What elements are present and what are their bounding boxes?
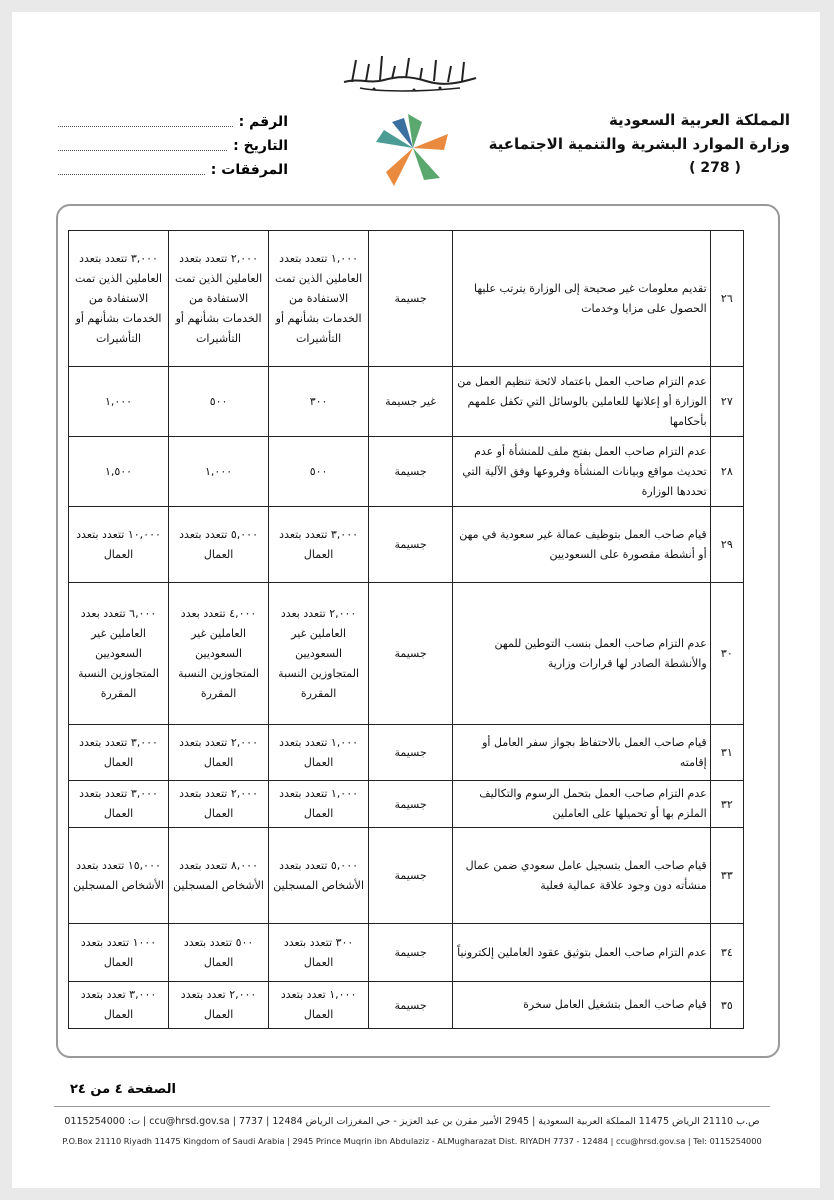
violation-severity: جسيمة [369, 828, 453, 924]
table-row [69, 231, 744, 367]
date-field[interactable] [58, 134, 227, 151]
table-row [69, 437, 744, 507]
fine-second: ٢,٠٠٠ تتعدد بتعدد العمال [169, 725, 269, 781]
footer-address-english: P.O.Box 21110 Riyadh 11475 Kingdom of Saudi Arabia | 2945 Prince Muqrin ibn Abdulaziz - ALMugharazat Dist. RIYADH 7737 - 12484 | ccu@hrsd.gov.sa | Tel: 0115254000 [62, 1136, 762, 1146]
fine-first: ٥,٠٠٠ تتعدد بتعدد الأشخاص المسجلين [269, 828, 369, 924]
fine-third: ١٠,٠٠٠ تتعدد بتعدد العمال [69, 507, 169, 583]
fine-first: ١,٠٠٠ تعدد بتعدد العمال [269, 982, 369, 1029]
violation-description: قيام صاحب العمل بتسجيل عامل سعودي ضمن عمال منشأته دون وجود علاقة عمالية فعلية [452, 828, 710, 924]
fine-second: ٢,٠٠٠ تعدد بتعدد العمال [169, 982, 269, 1029]
fine-third: ١٥,٠٠٠ تتعدد بتعدد الأشخاص المسجلين [69, 828, 169, 924]
violation-severity: غير جسيمة [369, 367, 453, 437]
table-row [69, 367, 744, 437]
violation-severity: جسيمة [369, 781, 453, 828]
footer-address-arabic: ص.ب 21110 الرياض 11475 المملكة العربية السعودية | 2945 الأمير مقرن بن عبد العزيز - حي المغرزات الرياض 12484 | 7737 | ccu@hrsd.gov.sa | ت: 0115254000 [64, 1116, 760, 1127]
fine-first: ١,٠٠٠ تتعدد بتعدد العمال [269, 781, 369, 828]
fine-first: ٣٠٠ تتعدد بتعدد العمال [269, 924, 369, 982]
fine-second: ٥,٠٠٠ تتعدد بتعدد العمال [169, 507, 269, 583]
fine-second: ٥٠٠ تتعدد بتعدد العمال [169, 924, 269, 982]
fine-third: ٣,٠٠٠ تعدد بتعدد العمال [69, 982, 169, 1029]
fine-third: ١٠٠٠ تتعدد بتعدد العمال [69, 924, 169, 982]
violation-description: قيام صاحب العمل بالاحتفاظ بجواز سفر العامل أو إقامته [452, 725, 710, 781]
violation-description: تقديم معلومات غير صحيحة إلى الوزارة يترتب عليها الحصول على مزايا وخدمات [452, 231, 710, 367]
violation-severity: جسيمة [369, 725, 453, 781]
fine-second: ٨,٠٠٠ تتعدد بتعدد الأشخاص المسجلين [169, 828, 269, 924]
violation-severity: جسيمة [369, 231, 453, 367]
row-number: ٣٢ [710, 781, 743, 828]
violation-description: قيام صاحب العمل بتشغيل العامل سخرة [452, 982, 710, 1029]
ministry-header [489, 108, 790, 180]
violation-severity: جسيمة [369, 982, 453, 1029]
fine-third: ٣,٠٠٠ تتعدد بتعدد العاملين الذين تمت الاستفادة من الخدمات بشأنهم أو التأشيرات [69, 231, 169, 367]
fine-second: ٥٠٠ [169, 367, 269, 437]
ministry-name: وزارة الموارد البشرية والتنمية الاجتماعية [488, 135, 790, 153]
footer-divider [54, 1106, 770, 1107]
row-number: ٣٣ [710, 828, 743, 924]
row-number: ٢٦ [710, 231, 743, 367]
fine-first: ١,٠٠٠ تتعدد بتعدد العمال [269, 725, 369, 781]
table-row [69, 507, 744, 583]
fine-second: ١,٠٠٠ [169, 437, 269, 507]
number-row [58, 110, 288, 134]
fine-first: ٢,٠٠٠ تتعدد بعدد العاملين غير السعوديين المتجاوزين النسبة المقررة [269, 583, 369, 725]
fine-third: ١,٥٠٠ [69, 437, 169, 507]
violation-severity: جسيمة [369, 507, 453, 583]
ministry-logo-icon [368, 108, 458, 192]
row-number: ٣٤ [710, 924, 743, 982]
basmala-calligraphy [340, 48, 480, 94]
attachments-label: المرفقات : [210, 162, 288, 178]
fine-third: ٣,٠٠٠ تتعدد بتعدد العمال [69, 725, 169, 781]
row-number: ٢٨ [710, 437, 743, 507]
document-meta [58, 110, 288, 182]
violations-table [68, 230, 744, 1029]
table-row [69, 982, 744, 1029]
table-row [69, 583, 744, 725]
table-row [69, 781, 744, 828]
fine-second: ٤,٠٠٠ تتعدد بعدد العاملين غير السعوديين المتجاوزين النسبة المقررة [169, 583, 269, 725]
violation-description: عدم التزام صاحب العمل بتحمل الرسوم والتكاليف الملزم بها أو تحميلها على العاملين [452, 781, 710, 828]
fine-third: ٣,٠٠٠ تتعدد بتعدد العمال [69, 781, 169, 828]
number-field[interactable] [58, 110, 233, 127]
fine-first: ١,٠٠٠ تتعدد بتعدد العاملين الذين تمت الاستفادة من الخدمات بشأنهم أو التأشيرات [269, 231, 369, 367]
attachments-row [58, 158, 288, 182]
row-number: ٣٠ [710, 583, 743, 725]
fine-third: ٦,٠٠٠ تتعدد بعدد العاملين غير السعوديين المتجاوزين النسبة المقررة [69, 583, 169, 725]
fine-first: ٣٠٠ [269, 367, 369, 437]
violation-severity: جسيمة [369, 924, 453, 982]
fine-second: ٢,٠٠٠ تتعدد بتعدد العاملين الذين تمت الاستفادة من الخدمات بشأنهم أو التأشيرات [169, 231, 269, 367]
violation-severity: جسيمة [369, 583, 453, 725]
violation-description: عدم التزام صاحب العمل بفتح ملف للمنشأة أو عدم تحديث مواقع وبيانات المنشأة وفروعها وفق الآلية التي تحددها الوزارة [452, 437, 710, 507]
row-number: ٢٩ [710, 507, 743, 583]
date-label: التاريخ : [233, 138, 288, 154]
violation-description: عدم التزام صاحب العمل بنسب التوطين للمهن والأنشطة الصادر لها قرارات وزارية [452, 583, 710, 725]
violation-description: عدم التزام صاحب العمل بتوثيق عقود العاملين إلكترونياً [452, 924, 710, 982]
table-row [69, 828, 744, 924]
table-row [69, 725, 744, 781]
date-row [58, 134, 288, 158]
violation-severity: جسيمة [369, 437, 453, 507]
table-row [69, 924, 744, 982]
row-number: ٣٥ [710, 982, 743, 1029]
attachments-field[interactable] [58, 158, 205, 175]
fine-first: ٥٠٠ [269, 437, 369, 507]
fine-first: ٣,٠٠٠ تتعدد بتعدد العمال [269, 507, 369, 583]
row-number: ٢٧ [710, 367, 743, 437]
row-number: ٣١ [710, 725, 743, 781]
violation-description: قيام صاحب العمل بتوظيف عمالة غير سعودية في مهن أو أنشطة مقصورة على السعوديين [452, 507, 710, 583]
document-code: ( 278 ) [689, 160, 741, 176]
page-number: الصفحة ٤ من ٢٤ [70, 1082, 176, 1097]
fine-third: ١,٠٠٠ [69, 367, 169, 437]
kingdom-name: المملكة العربية السعودية [608, 111, 790, 129]
violation-description: عدم التزام صاحب العمل باعتماد لائحة تنظيم العمل من الوزارة أو إعلانها للعاملين بالوسائل التي تكفل علمهم بأحكامها [452, 367, 710, 437]
number-label: الرقم : [238, 114, 288, 130]
fine-second: ٢,٠٠٠ تتعدد بتعدد العمال [169, 781, 269, 828]
